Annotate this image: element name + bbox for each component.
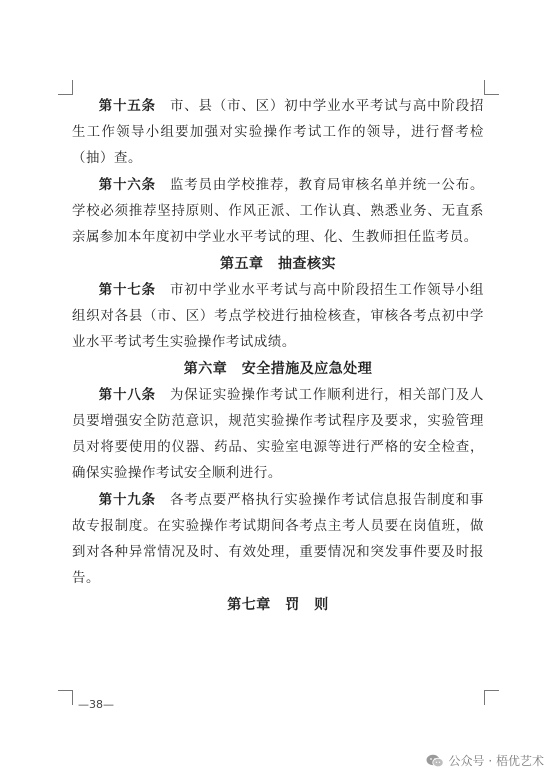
crop-mark-bottom-left bbox=[58, 690, 73, 705]
article-text: 各考点要严格执行实验操作考试信息报告制度和事故专报制度。在实验操作考试期间各考点主考人员要在岗值班，做到对各种异常情况及时、有效处理，重要情况和突发事件要及时报告。 bbox=[72, 493, 484, 586]
article-label: 第十七条 bbox=[98, 282, 156, 298]
article-19 bbox=[72, 487, 484, 592]
chapter-5-heading: 第五章 抽查核实 bbox=[220, 256, 336, 272]
crop-mark-bottom-right bbox=[484, 690, 499, 705]
article-label: 第十九条 bbox=[98, 492, 156, 508]
article-16 bbox=[72, 172, 484, 251]
article-text: 监考员由学校推荐，教育局审核名单并统一公布。学校必须推荐坚持原则、作风正派、工作认真、熟悉业务、无直系亲属参加本年度初中学业水平考试的理、化、生教师担任监考员。 bbox=[72, 178, 484, 245]
watermark bbox=[426, 752, 544, 769]
article-label: 第十五条 bbox=[98, 98, 156, 114]
document-body bbox=[72, 93, 484, 618]
wechat-icon bbox=[426, 754, 444, 768]
crop-mark-top-left bbox=[58, 80, 73, 95]
article-18 bbox=[72, 382, 484, 487]
chapter-7-heading: 第七章 罚 则 bbox=[227, 597, 329, 613]
watermark-text: 公众号 · 梧优艺术 bbox=[448, 754, 544, 768]
article-17 bbox=[72, 277, 484, 356]
article-text: 市、县（市、区）初中学业水平考试与高中阶段招生工作领导小组要加强对实验操作考试工作的领导，进行督考检（抽）查。 bbox=[72, 99, 484, 166]
chapter-6-heading: 第六章 安全措施及应急处理 bbox=[183, 361, 373, 377]
article-text: 为保证实验操作考试工作顺利进行，相关部门及人员要增强安全防范意识，规范实验操作考试程序及要求，实验管理员对将要使用的仪器、药品、实验室电源等进行严格的安全检查，确保实验操作考试安全顺利进行。 bbox=[72, 388, 484, 481]
page-number: —38— bbox=[78, 698, 114, 711]
crop-mark-top-right bbox=[484, 80, 499, 95]
article-label: 第十八条 bbox=[98, 387, 156, 403]
article-label: 第十六条 bbox=[98, 177, 156, 193]
article-text: 市初中学业水平考试与高中阶段招生工作领导小组组织对各县（市、区）考点学校进行抽检核查，审核各考点初中学业水平考试考生实验操作考试成绩。 bbox=[72, 283, 484, 350]
article-15 bbox=[72, 93, 484, 172]
